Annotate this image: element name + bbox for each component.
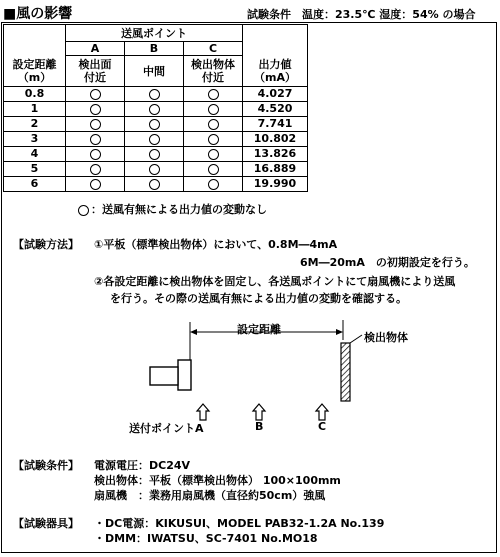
circle-icon xyxy=(208,134,219,145)
col-header-middle: 中間 xyxy=(125,56,184,87)
equipment-line1: ・DC電源：KIKUSUI、MODEL PAB32-1.2A No.139 xyxy=(94,517,385,530)
no-change-cell xyxy=(184,177,243,192)
output-cell: 4.027 xyxy=(243,87,308,102)
col-letter-a: A xyxy=(66,42,125,56)
circle-icon xyxy=(90,179,101,190)
no-change-cell xyxy=(184,132,243,147)
no-change-cell xyxy=(66,117,125,132)
method-label: 【試験方法】 xyxy=(13,238,79,251)
arrowhead-right-icon xyxy=(336,329,343,335)
output-cell: 19.990 xyxy=(243,177,308,192)
circle-icon xyxy=(149,119,160,130)
circle-icon xyxy=(149,149,160,160)
no-change-cell xyxy=(66,87,125,102)
distance-cell: 2 xyxy=(4,117,66,132)
circle-icon xyxy=(90,89,101,100)
col-letter-b: B xyxy=(125,42,184,56)
distance-cell: 5 xyxy=(4,162,66,177)
arrowhead-left-icon xyxy=(190,329,197,335)
output-cell: 4.520 xyxy=(243,102,308,117)
output-cell: 13.826 xyxy=(243,147,308,162)
circle-icon xyxy=(208,119,219,130)
no-change-cell xyxy=(125,177,184,192)
conditions-label: 【試験条件】 xyxy=(13,459,79,472)
no-change-cell xyxy=(66,132,125,147)
method-step1-line2: 6M―20mA の初期設定を行う。 xyxy=(300,256,475,269)
no-change-cell xyxy=(66,102,125,117)
results-table xyxy=(3,24,311,192)
circle-icon xyxy=(208,149,219,160)
method-step1-line1: ①平板（標準検出物体）において、0.8M―4mA xyxy=(94,238,338,251)
no-change-cell xyxy=(66,162,125,177)
no-change-cell xyxy=(125,117,184,132)
conditions-line2: 検出物体：平板（標準検出物体） 100×100mm xyxy=(94,474,341,487)
point-c-label: C xyxy=(318,420,327,433)
no-change-cell xyxy=(184,162,243,177)
distance-cell: 1 xyxy=(4,102,66,117)
no-change-cell xyxy=(184,87,243,102)
method-step2-line2: を行う。その際の送風有無による出力値の変動を確認する。 xyxy=(110,292,407,305)
object-leader-line xyxy=(350,335,362,343)
distance-cell: 4 xyxy=(4,147,66,162)
page-title: ■風の影響 xyxy=(3,6,73,22)
col-header-distance: 設定距離 （m） xyxy=(4,56,66,87)
circle-icon xyxy=(149,164,160,175)
circle-icon xyxy=(90,134,101,145)
table-row xyxy=(4,117,312,132)
points-label: 送付ポイントA xyxy=(129,422,204,435)
blow-arrow-b-icon xyxy=(253,404,265,420)
point-b-label: B xyxy=(255,420,264,433)
test-conditions-header: 試験条件 温度：23.5℃ 湿度：54% の場合 xyxy=(247,8,476,21)
equipment-label: 【試験器具】 xyxy=(13,517,79,530)
circle-icon xyxy=(149,104,160,115)
distance-cell: 6 xyxy=(4,177,66,192)
table-row xyxy=(4,102,312,117)
circle-icon xyxy=(149,134,160,145)
circle-icon xyxy=(90,164,101,175)
circle-icon xyxy=(208,104,219,115)
group-header: 送風ポイント xyxy=(66,25,243,42)
circle-icon xyxy=(208,89,219,100)
table-row xyxy=(4,162,312,177)
no-change-cell xyxy=(66,147,125,162)
no-change-cell xyxy=(125,132,184,147)
method-step2-line1: ②各設定距離に検出物体を固定し、各送風ポイントにて扇風機により送風 xyxy=(94,275,456,288)
circle-icon xyxy=(149,179,160,190)
no-change-cell xyxy=(184,147,243,162)
circle-icon xyxy=(90,149,101,160)
sensor-body xyxy=(150,367,178,385)
blow-arrow-a-icon xyxy=(197,404,209,420)
circle-icon xyxy=(90,119,101,130)
circle-icon xyxy=(78,205,89,216)
distance-label: 設定距離 xyxy=(237,323,281,336)
table-row xyxy=(4,177,312,192)
distance-cell: 3 xyxy=(4,132,66,147)
no-change-cell xyxy=(125,162,184,177)
col-letter-c: C xyxy=(184,42,243,56)
col-header-near-object: 検出物体 付近 xyxy=(184,56,243,87)
conditions-line3: 扇風機 ：業務用扇風機（直径約50cm）強風 xyxy=(94,489,326,502)
output-cell: 10.802 xyxy=(243,132,308,147)
detection-object-plate xyxy=(341,343,350,401)
sensor-head xyxy=(178,360,191,390)
circle-icon xyxy=(90,104,101,115)
table-row xyxy=(4,132,312,147)
output-cell: 16.889 xyxy=(243,162,308,177)
no-change-cell xyxy=(125,102,184,117)
distance-cell: 0.8 xyxy=(4,87,66,102)
no-change-cell xyxy=(184,117,243,132)
table-row xyxy=(4,147,312,162)
no-change-cell xyxy=(184,102,243,117)
circle-icon xyxy=(149,89,160,100)
no-change-cell xyxy=(66,177,125,192)
output-cell: 7.741 xyxy=(243,117,308,132)
blow-arrow-c-icon xyxy=(316,404,328,420)
table-row xyxy=(4,87,312,102)
circle-icon xyxy=(208,179,219,190)
table-legend: ：送風有無による出力値の変動なし xyxy=(78,201,267,217)
col-header-near-sensor: 検出面 付近 xyxy=(66,56,125,87)
conditions-line1: 電源電圧：DC24V xyxy=(94,459,191,472)
no-change-cell xyxy=(125,87,184,102)
col-header-output: 出力値 （mA） xyxy=(243,56,308,87)
circle-icon xyxy=(208,164,219,175)
no-change-cell xyxy=(125,147,184,162)
equipment-line2: ・DMM：IWATSU、SC-7401 No.MO18 xyxy=(94,532,318,545)
object-label: 検出物体 xyxy=(364,331,408,344)
